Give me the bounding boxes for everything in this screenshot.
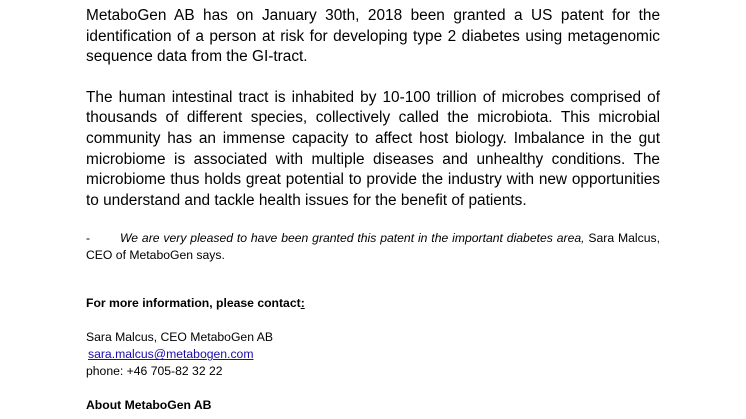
- contact-heading-text: For more information, please contact: [86, 296, 301, 311]
- quote-attribution: Sara Malcus, CEO of MetaboGen says.: [86, 231, 660, 263]
- press-release-page: [86, 6, 660, 414]
- about-heading: About MetaboGen AB: [86, 398, 212, 413]
- contact-heading: [86, 295, 660, 312]
- ceo-quote: [86, 230, 660, 264]
- contact-email-line: [86, 346, 660, 363]
- quote-dash: -: [86, 231, 91, 246]
- contact-heading-colon: :: [300, 296, 305, 311]
- contact-phone: phone: +46 705-82 32 22: [86, 364, 223, 379]
- microbiome-paragraph: The human intestinal tract is inhabited by 10-100 trillion of microbes comprised of thousands of different species, collectively called the microbiota. This microbial community has an immense capacity to affect host biology. Imbalance in the gut microbiome is associated with multiple diseases and unhealthy conditions. The microbiome thus holds great potential to provide the industry with new opportunities to understand and tackle health issues for the benefit of patients.: [86, 88, 660, 209]
- quote-text: We are very pleased to have been granted this patent in the important diabetes area,: [120, 231, 585, 246]
- intro-paragraph: MetaboGen AB has on January 30th, 2018 been granted a US patent for the identification of a person at risk for developing type 2 diabetes using metagenomic sequence data from the GI-tract.: [86, 7, 660, 66]
- contact-name: Sara Malcus, CEO MetaboGen AB: [86, 330, 273, 345]
- contact-email-link[interactable]: sara.malcus@metabogen.com: [88, 347, 254, 362]
- contact-details: [86, 329, 660, 380]
